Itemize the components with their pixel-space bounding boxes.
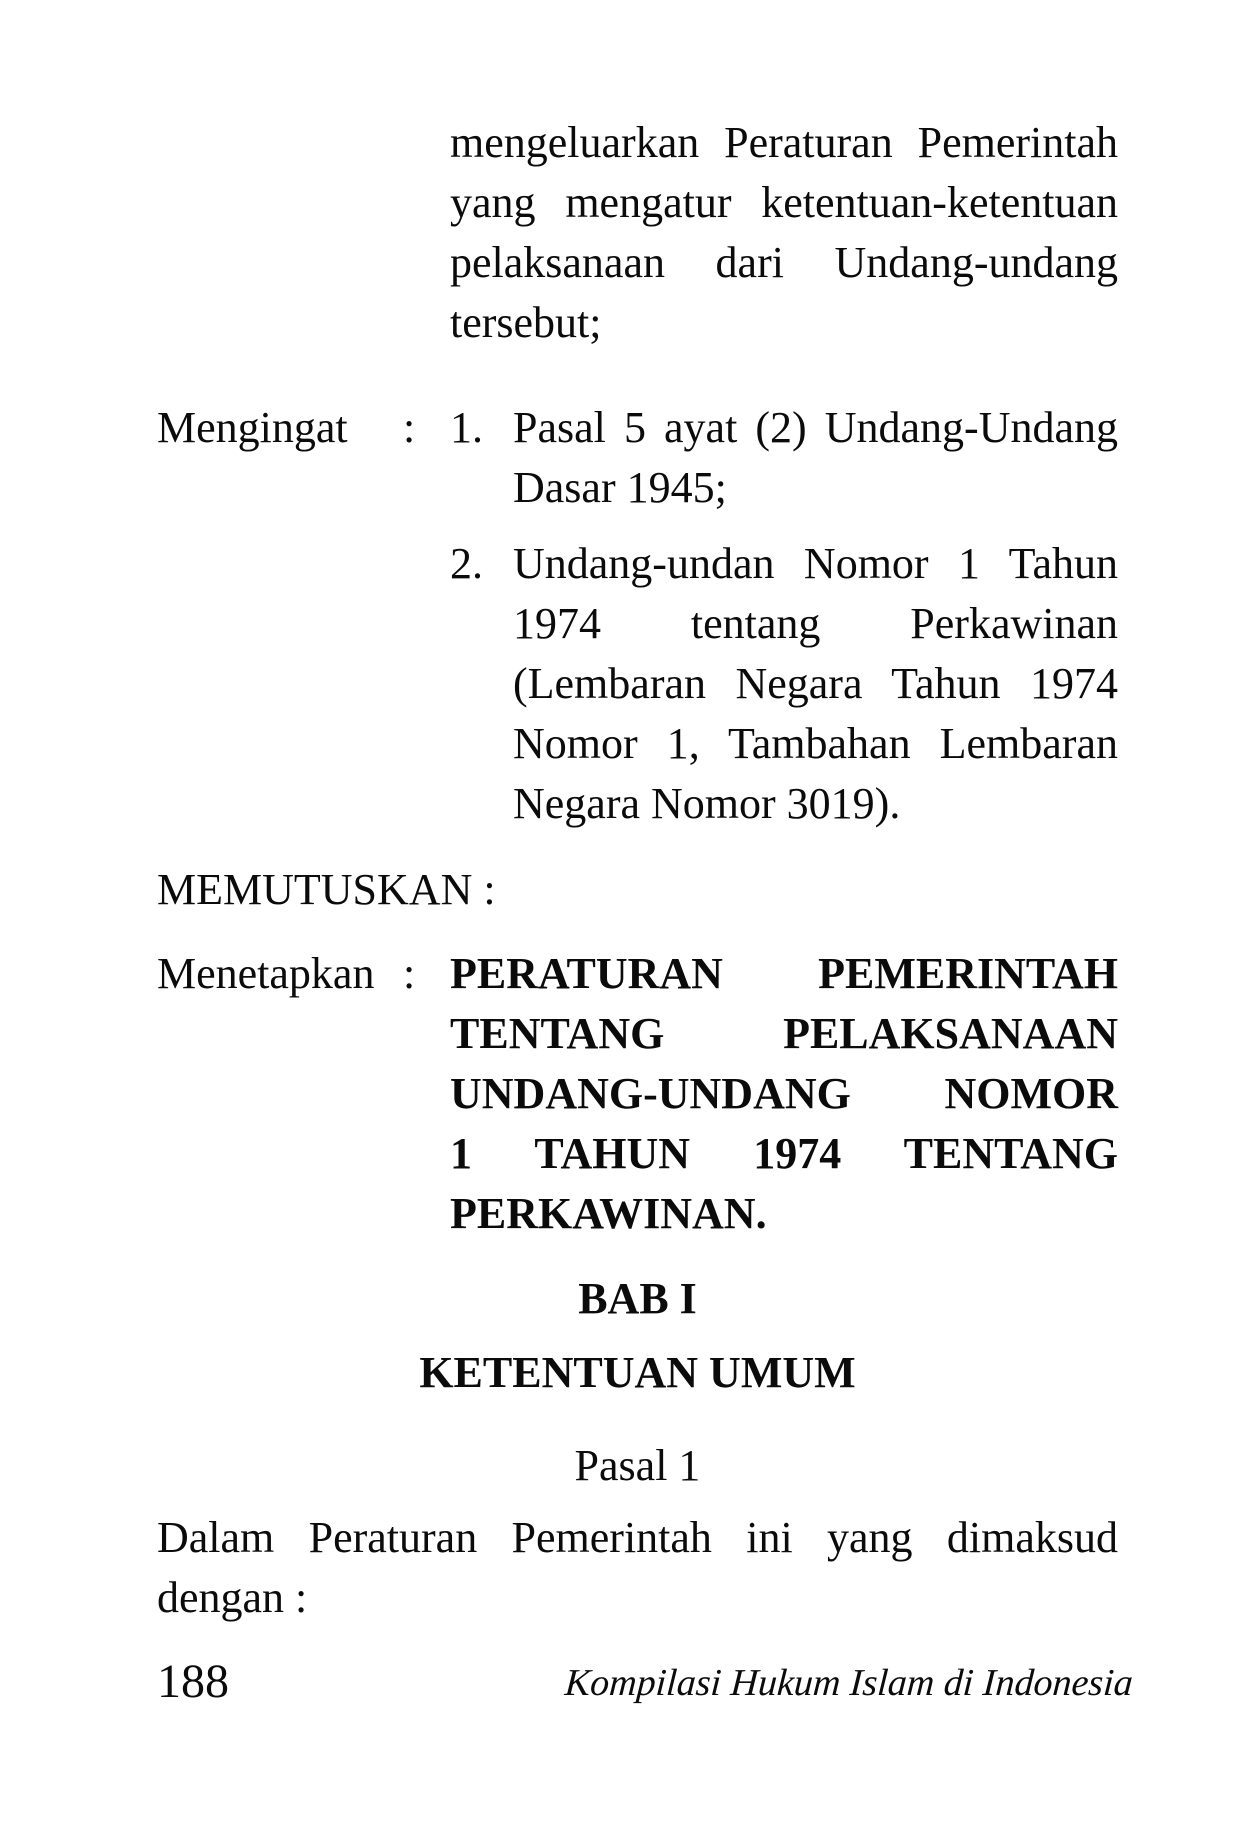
item-line: Dasar 1945; bbox=[513, 463, 727, 512]
item-line: Pasal 5 ayat (2) Undang-Undang bbox=[513, 403, 1118, 452]
article-title: Pasal 1 bbox=[574, 1441, 701, 1490]
menetapkan-text bbox=[450, 944, 1118, 1244]
item-line: Nomor 1, Tambahan Lembaran bbox=[513, 719, 1118, 768]
preamble-line: pelaksanaan dari Undang-undang bbox=[450, 238, 1118, 287]
menetapkan-label: Menetapkan bbox=[157, 949, 375, 998]
mengingat-item-1 bbox=[450, 398, 1118, 518]
page-content bbox=[157, 113, 1118, 1628]
menetapkan-colon: : bbox=[403, 949, 416, 998]
preamble-line: mengeluarkan Peraturan Pemerintah bbox=[450, 118, 1118, 167]
article-line: dengan : bbox=[157, 1573, 308, 1622]
item-line: (Lembaran Negara Tahun 1974 bbox=[513, 659, 1118, 708]
mengingat-clause bbox=[157, 398, 1118, 834]
item-line: 1974 tentang Perkawinan bbox=[513, 599, 1118, 648]
chapter-title: BAB I bbox=[578, 1274, 697, 1323]
item-line: Negara Nomor 3019). bbox=[513, 779, 901, 828]
item-text bbox=[513, 534, 1118, 834]
item-number: 2. bbox=[450, 539, 483, 588]
page-number: 188 bbox=[157, 1655, 229, 1708]
item-line: Undang-undan Nomor 1 Tahun bbox=[513, 539, 1118, 588]
preamble-line: yang mengatur ketentuan-ketentuan bbox=[450, 178, 1118, 227]
menetapkan-line: UNDANG-UNDANG NOMOR bbox=[450, 1069, 1118, 1118]
mengingat-items bbox=[450, 398, 1118, 834]
menetapkan-line: TENTANG PELAKSANAAN bbox=[450, 1009, 1118, 1058]
item-number: 1. bbox=[450, 403, 483, 452]
chapter-subtitle: KETENTUAN UMUM bbox=[419, 1348, 856, 1397]
menetapkan-clause bbox=[157, 944, 1118, 1244]
preamble-paragraph bbox=[450, 113, 1118, 353]
menetapkan-line: PERATURAN PEMERINTAH bbox=[450, 949, 1118, 998]
mengingat-colon: : bbox=[403, 403, 416, 452]
memutuskan-heading: MEMUTUSKAN : bbox=[157, 865, 496, 914]
article-paragraph bbox=[157, 1508, 1118, 1628]
menetapkan-line: PERKAWINAN. bbox=[450, 1189, 767, 1238]
mengingat-item-2 bbox=[450, 534, 1118, 834]
book-title-footer: Kompilasi Hukum Islam di Indonesia bbox=[563, 1662, 1135, 1704]
menetapkan-line: 1 TAHUN 1974 TENTANG bbox=[450, 1129, 1118, 1178]
article-line: Dalam Peraturan Pemerintah ini yang dimaksud bbox=[157, 1513, 1118, 1562]
mengingat-label: Mengingat bbox=[157, 403, 348, 452]
item-text bbox=[513, 398, 1118, 518]
preamble-line: tersebut; bbox=[450, 298, 602, 347]
